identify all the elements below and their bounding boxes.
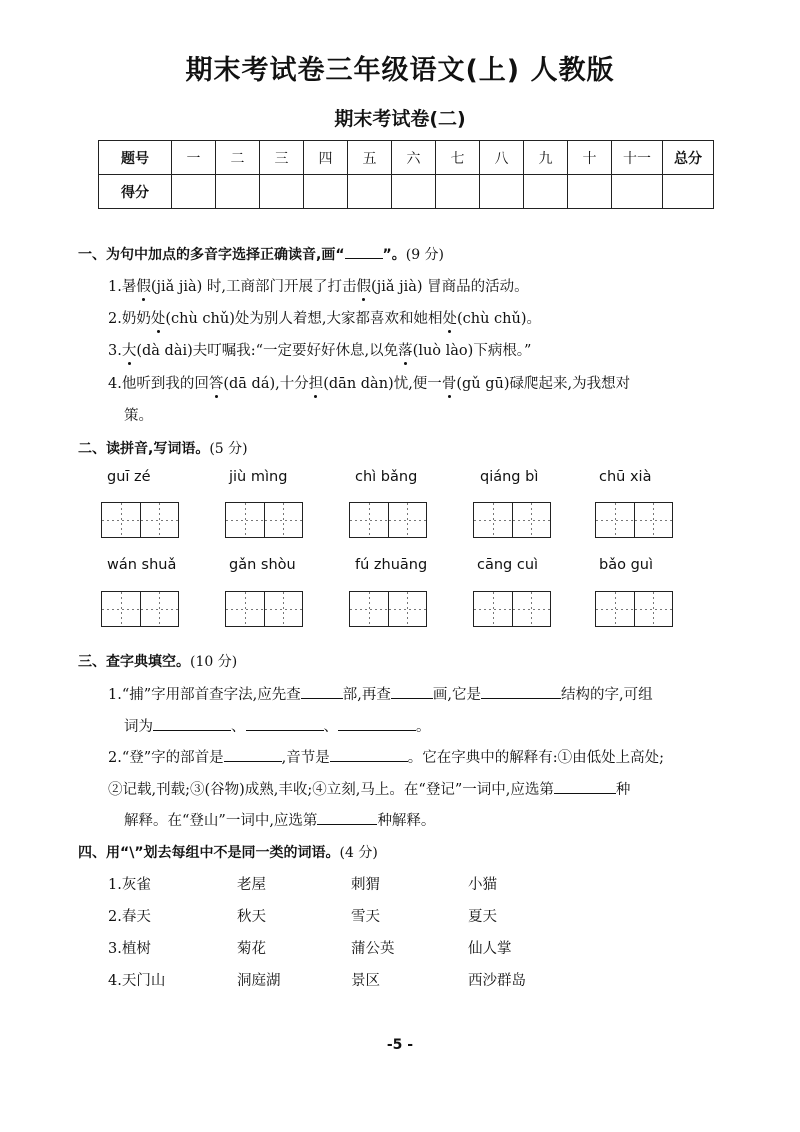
score-table [98, 140, 714, 209]
word-item[interactable]: 洞庭湖 [237, 973, 281, 989]
writing-grid[interactable] [473, 502, 551, 538]
writing-grid[interactable] [595, 502, 673, 538]
word-item[interactable]: 夏天 [468, 909, 497, 925]
text: ,音节是 [281, 750, 330, 766]
word-item[interactable]: 秋天 [237, 909, 266, 925]
answer-blank[interactable] [301, 684, 343, 699]
word-item[interactable]: 2.春天 [108, 909, 151, 925]
score-table-header-row [99, 141, 714, 175]
score-cell[interactable] [260, 175, 304, 209]
pinyin-label: jiù mìng [229, 469, 288, 485]
score-header-cell: 六 [392, 141, 436, 175]
score-row-label: 得分 [99, 175, 172, 209]
pinyin-label: cāng cuì [477, 557, 539, 573]
grid-cell[interactable] [634, 503, 672, 537]
score-cell[interactable] [524, 175, 568, 209]
text: (chù chǔ)处为别人着想,大家都喜欢和她相 [165, 311, 443, 327]
text: 2.奶奶 [108, 311, 151, 327]
score-cell[interactable] [568, 175, 612, 209]
score-header-cell: 二 [216, 141, 260, 175]
answer-blank[interactable] [481, 684, 561, 699]
word-item[interactable]: 菊花 [237, 941, 266, 957]
text: (dà dài)夫叮嘱我:“一定要好好休息,以免 [136, 343, 399, 359]
answer-blank[interactable] [153, 716, 231, 731]
score-cell[interactable] [216, 175, 260, 209]
answer-blank[interactable] [224, 747, 282, 762]
score-header-cell: 题号 [99, 141, 172, 175]
text: 1.暑 [108, 279, 137, 295]
text: 4.他听到我的回 [108, 376, 209, 392]
writing-grid[interactable] [349, 591, 427, 627]
dotted-char: 骨 [441, 376, 457, 392]
grid-cell[interactable] [226, 592, 264, 626]
section-2-points: (5 分) [209, 441, 248, 457]
text: (jiǎ jià) 时,工商部门开展了打击 [150, 279, 357, 295]
writing-grid[interactable] [101, 502, 179, 538]
word-item[interactable]: 蒲公英 [351, 941, 395, 957]
section-1-title-end: ”。 [382, 247, 406, 263]
score-header-cell: 一 [172, 141, 216, 175]
word-item[interactable]: 雪天 [351, 909, 380, 925]
text: 、 [323, 719, 338, 735]
score-header-cell: 八 [480, 141, 524, 175]
pinyin-label: fú zhuāng [355, 557, 428, 573]
page-number: -5 - [386, 1037, 414, 1053]
word-item[interactable]: 1.灰雀 [108, 877, 151, 893]
section-4-heading [78, 842, 378, 862]
section-3-points: (10 分) [190, 654, 238, 670]
text: (dā dá),十分 [223, 376, 309, 392]
grid-cell[interactable] [226, 503, 264, 537]
text: 3. [108, 343, 122, 359]
s1-question-4 [108, 372, 630, 393]
s3-question-1-cont [124, 715, 431, 736]
grid-cell[interactable] [512, 592, 550, 626]
score-header-cell: 五 [348, 141, 392, 175]
score-header-cell: 三 [260, 141, 304, 175]
grid-cell[interactable] [140, 503, 178, 537]
section-3-title: 三、查字典填空。 [78, 654, 190, 670]
section-1-title: 一、为句中加点的多音字选择正确读音,画“ [78, 247, 345, 263]
dotted-char: 答 [208, 376, 224, 392]
pinyin-label: guī zé [107, 469, 151, 485]
grid-cell[interactable] [388, 592, 426, 626]
grid-cell[interactable] [388, 503, 426, 537]
text: 词为 [124, 719, 153, 735]
score-header-cell: 十一 [612, 141, 663, 175]
writing-grid[interactable] [473, 591, 551, 627]
word-item[interactable]: 4.天门山 [108, 973, 166, 989]
text: 结构的字,可组 [561, 687, 653, 703]
word-item[interactable]: 3.植树 [108, 941, 151, 957]
writing-grid[interactable] [225, 591, 303, 627]
dotted-char: 处 [150, 311, 166, 327]
section-1-points: (9 分) [405, 247, 445, 263]
s3-question-1 [108, 683, 653, 704]
s3-question-2-cont [108, 778, 630, 799]
grid-cell[interactable] [474, 503, 512, 537]
section-3-heading [78, 651, 237, 671]
word-item[interactable]: 小猫 [468, 877, 497, 893]
score-cell[interactable] [392, 175, 436, 209]
answer-blank[interactable] [554, 779, 616, 794]
grid-cell[interactable] [264, 503, 302, 537]
text: 部,再查 [342, 687, 391, 703]
grid-cell[interactable] [596, 592, 634, 626]
grid-cell[interactable] [264, 592, 302, 626]
dotted-char: 假 [356, 279, 372, 295]
grid-cell[interactable] [474, 592, 512, 626]
text: (chù chǔ)。 [456, 311, 542, 327]
text: 种 [615, 782, 631, 798]
dotted-char: 大 [121, 343, 137, 359]
s1-question-4-cont: 策。 [124, 408, 153, 424]
grid-cell[interactable] [512, 503, 550, 537]
grid-cell[interactable] [102, 592, 140, 626]
writing-grid[interactable] [349, 502, 427, 538]
dotted-char: 处 [442, 311, 457, 327]
word-item[interactable]: 刺猬 [351, 877, 380, 893]
text: (gǔ gū)碌爬起来,为我想对 [456, 376, 631, 392]
score-cell[interactable] [480, 175, 524, 209]
s1-question-2 [108, 307, 541, 328]
score-header-cell: 九 [524, 141, 568, 175]
section-2-title: 二、读拼音,写词语。 [78, 441, 210, 457]
pinyin-label: bǎo guì [599, 557, 653, 573]
score-header-cell: 四 [304, 141, 348, 175]
text: 。 [416, 719, 431, 735]
pinyin-label: gǎn shòu [229, 557, 296, 573]
text: (dān dàn)忧,便一 [323, 376, 442, 392]
text: ②记载,刊载;③(谷物)成熟,丰收;④立刻,马上。在“登记”一词中,应选第 [108, 782, 554, 798]
score-cell[interactable] [663, 175, 714, 209]
word-item[interactable]: 景区 [351, 973, 380, 989]
writing-grid[interactable] [101, 591, 179, 627]
s3-question-2 [108, 746, 664, 767]
text: 画,它是 [432, 687, 481, 703]
grid-cell[interactable] [350, 592, 388, 626]
text: (luò lào)下病根。” [412, 343, 532, 359]
pinyin-label: wán shuǎ [107, 557, 177, 573]
exam-subtitle: 期末考试卷(二) [334, 108, 466, 130]
score-cell[interactable] [436, 175, 480, 209]
answer-blank[interactable] [246, 716, 324, 731]
section-1-heading [78, 244, 444, 264]
score-cell[interactable] [172, 175, 216, 209]
document-title: 期末考试卷三年级语文(上) 人教版 [185, 55, 615, 86]
answer-blank[interactable] [317, 810, 377, 825]
word-item[interactable]: 仙人掌 [468, 941, 512, 957]
score-header-cell: 总分 [663, 141, 714, 175]
s3-question-2-end [124, 809, 435, 830]
writing-grid[interactable] [595, 591, 673, 627]
text: 解释。在“登山”一词中,应选第 [124, 813, 318, 829]
text: 2.“登”字的部首是 [108, 750, 224, 766]
text: 。它在字典中的解释有:①由低处上高处; [407, 750, 665, 766]
section-4-title: 四、用“\”划去每组中不是同一类的词语。 [78, 845, 340, 861]
writing-grid[interactable] [225, 502, 303, 538]
answer-blank[interactable] [330, 747, 408, 762]
grid-cell[interactable] [102, 503, 140, 537]
section-2-heading [78, 438, 248, 458]
dotted-char: 担 [308, 376, 324, 392]
text: (jiǎ jià) 冒商品的活动。 [371, 279, 529, 295]
pinyin-label: chū xià [599, 469, 652, 485]
s1-question-3 [108, 339, 531, 360]
grid-cell[interactable] [596, 503, 634, 537]
score-cell[interactable] [612, 175, 663, 209]
word-item[interactable]: 西沙群岛 [468, 973, 526, 989]
pinyin-label: qiáng bì [480, 469, 539, 485]
section-4-points: (4 分) [339, 845, 378, 861]
dotted-char: 假 [136, 279, 151, 295]
score-cell[interactable] [348, 175, 392, 209]
underline-mark [345, 244, 383, 259]
dotted-char: 落 [398, 343, 413, 359]
pinyin-label: chì bǎng [355, 469, 418, 485]
grid-cell[interactable] [634, 592, 672, 626]
answer-blank[interactable] [391, 684, 433, 699]
s1-question-1 [108, 275, 529, 296]
answer-blank[interactable] [338, 716, 416, 731]
word-item[interactable]: 老屋 [237, 877, 266, 893]
text: 种解释。 [377, 813, 436, 829]
score-header-cell: 七 [436, 141, 480, 175]
score-header-cell: 十 [568, 141, 612, 175]
score-table-score-row [99, 175, 714, 209]
score-cell[interactable] [304, 175, 348, 209]
grid-cell[interactable] [350, 503, 388, 537]
grid-cell[interactable] [140, 592, 178, 626]
text: 1.“捕”字用部首查字法,应先查 [108, 687, 301, 703]
text: 、 [231, 719, 246, 735]
